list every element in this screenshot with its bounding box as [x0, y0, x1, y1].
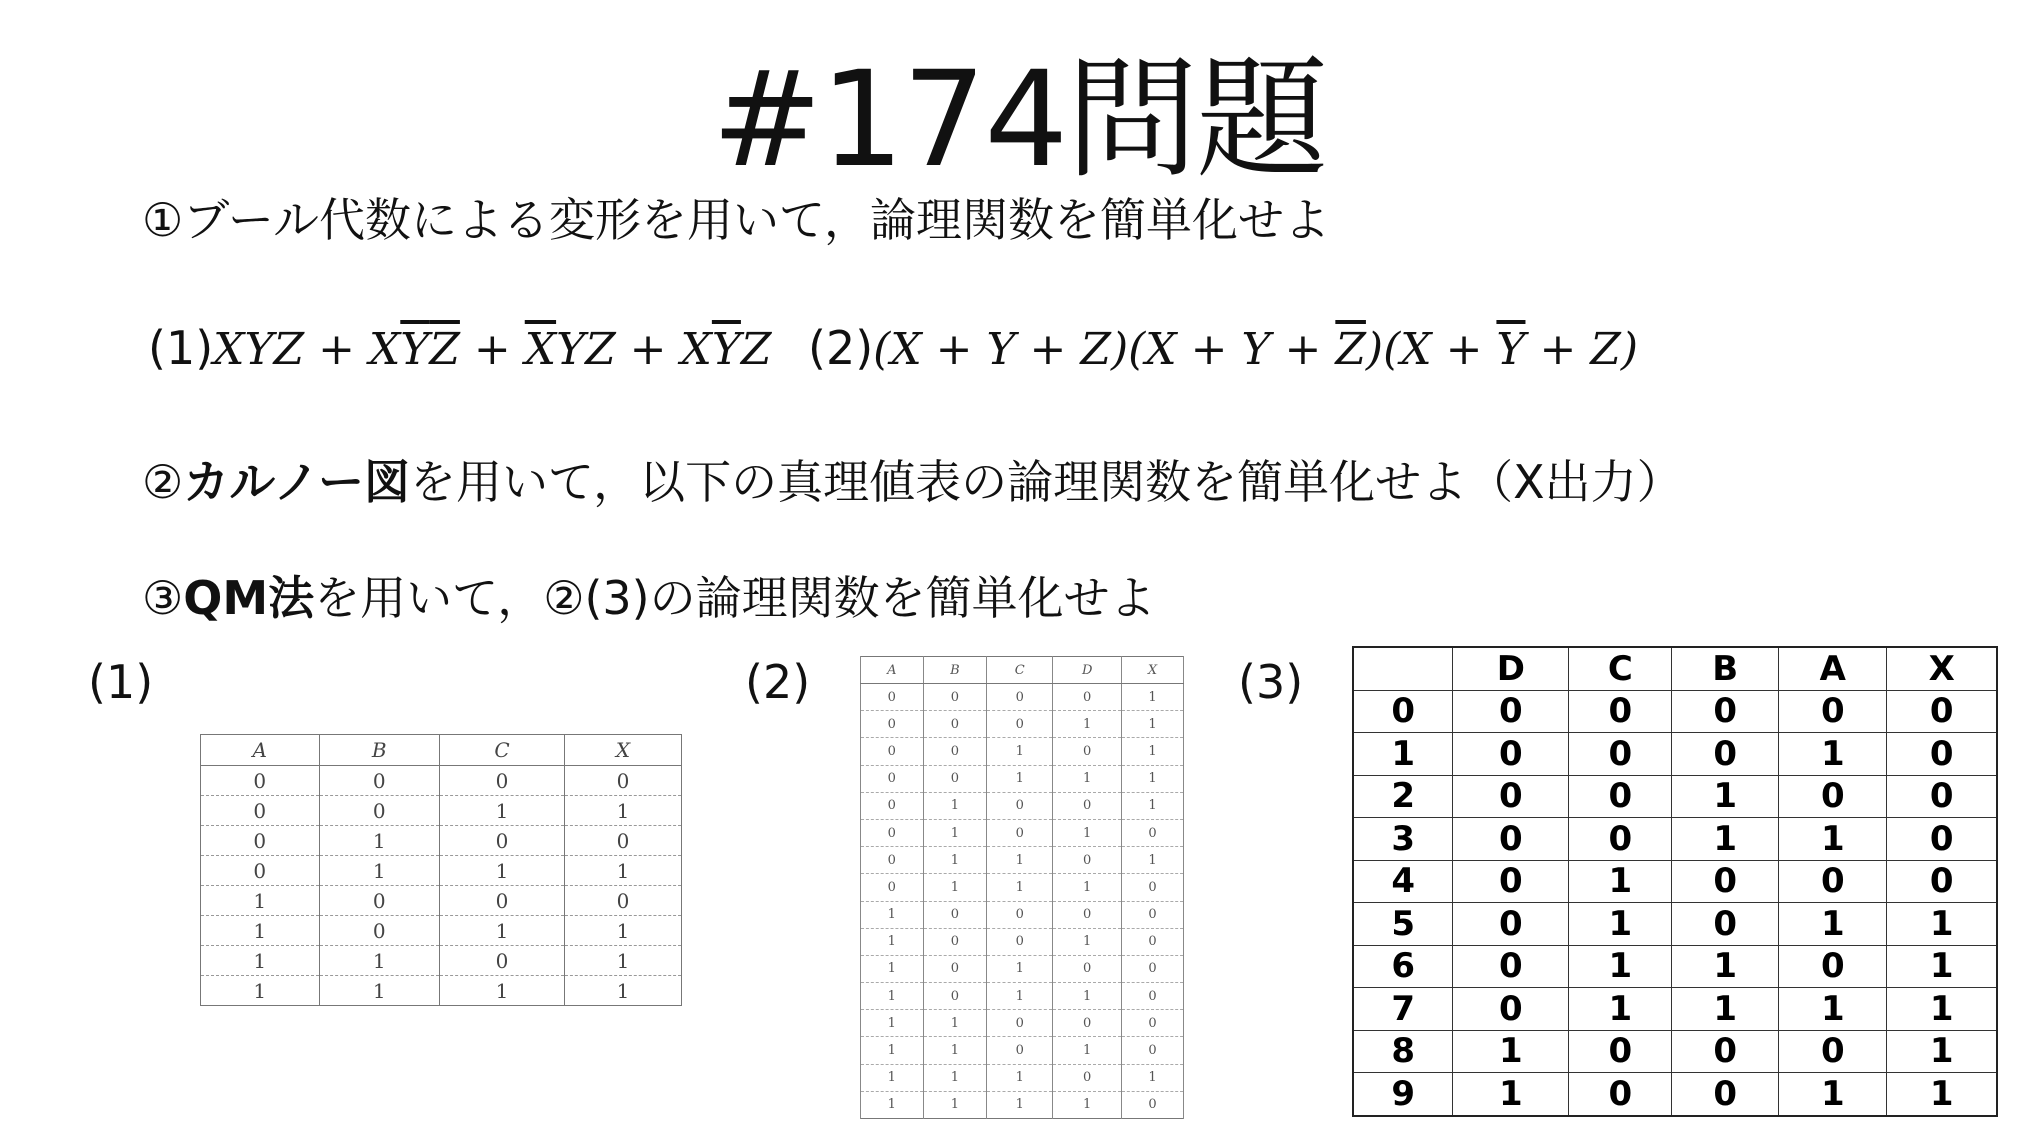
table-cell: 0	[923, 765, 987, 792]
table-cell: 1	[319, 946, 439, 976]
table-cell: 1	[1053, 928, 1122, 955]
table-cell: 0	[1569, 690, 1672, 733]
table-cell: 1	[1122, 711, 1184, 738]
table-cell: 1	[1672, 775, 1779, 818]
table-cell: 0	[1053, 955, 1122, 982]
table-cell: 0	[1672, 903, 1779, 946]
table-cell: 0	[565, 826, 682, 856]
table-row	[861, 765, 1184, 792]
table-row	[1353, 903, 1997, 946]
table-cell: 0	[1569, 1073, 1672, 1116]
table-cell: 0	[861, 819, 924, 846]
table-cell: 0	[861, 711, 924, 738]
table-cell: 0	[1779, 775, 1887, 818]
table-cell: 1	[1672, 945, 1779, 988]
table-row	[861, 901, 1184, 928]
table-header-cell	[1353, 647, 1453, 690]
table-cell: 0	[319, 766, 439, 796]
table-cell: 1	[1053, 874, 1122, 901]
table-cell: 0	[1887, 775, 1997, 818]
table-cell: 1	[1453, 1073, 1569, 1116]
table-row	[201, 976, 682, 1006]
table-cell: 1	[1887, 988, 1997, 1031]
table-cell: 0	[1053, 792, 1122, 819]
table-cell: 1	[1887, 1073, 1997, 1116]
table-cell: 0	[1779, 1030, 1887, 1073]
table-cell: 0	[565, 886, 682, 916]
table-cell: 1	[201, 976, 320, 1006]
table-cell: 0	[987, 1010, 1053, 1037]
table-cell: 0	[861, 738, 924, 765]
table-row	[861, 847, 1184, 874]
table-cell: 1	[1053, 711, 1122, 738]
table-cell: 0	[923, 684, 987, 711]
table-header-cell: X	[1887, 647, 1997, 690]
table-cell: 1	[987, 738, 1053, 765]
table-cell: 0	[1122, 874, 1184, 901]
table-cell: 0	[1053, 1010, 1122, 1037]
table-cell: 1	[861, 901, 924, 928]
table-cell: 0	[201, 856, 320, 886]
table-cell: 1	[923, 874, 987, 901]
table-cell: 2	[1353, 775, 1453, 818]
table-cell: 1	[1779, 818, 1887, 861]
table-cell: 0	[1053, 847, 1122, 874]
table-cell: 1	[1672, 988, 1779, 1031]
table-row	[1353, 733, 1997, 776]
table-cell: 1	[1779, 988, 1887, 1031]
table-cell: 0	[1779, 860, 1887, 903]
question-3-bold: QM法	[183, 571, 315, 625]
table-cell: 0	[1453, 775, 1569, 818]
table-row	[861, 711, 1184, 738]
table-cell: 1	[1122, 792, 1184, 819]
table-cell: 1	[1887, 945, 1997, 988]
table-row	[201, 886, 682, 916]
table-cell: 1	[1353, 733, 1453, 776]
question-3	[142, 568, 1156, 628]
table-header-row	[201, 735, 682, 766]
table-cell: 1	[987, 847, 1053, 874]
table-header-cell: D	[1053, 657, 1122, 684]
table-cell: 0	[1122, 928, 1184, 955]
table-cell: 1	[319, 856, 439, 886]
table-cell: 0	[1122, 983, 1184, 1010]
table-cell: 1	[1569, 988, 1672, 1031]
table-cell: 1	[201, 916, 320, 946]
table-cell: 0	[987, 928, 1053, 955]
table-cell: 0	[987, 1037, 1053, 1064]
question-2-bold: カルノー図	[183, 455, 411, 509]
table-cell: 9	[1353, 1073, 1453, 1116]
table-row	[201, 796, 682, 826]
table-cell: 0	[861, 684, 924, 711]
question-1: ①ブール代数による変形を用いて，論理関数を簡単化せよ	[142, 193, 1331, 247]
table-cell: 0	[923, 983, 987, 1010]
table-row	[201, 916, 682, 946]
table-row	[1353, 1030, 1997, 1073]
table-cell: 0	[861, 874, 924, 901]
table-cell: 0	[439, 826, 564, 856]
table-row	[861, 1037, 1184, 1064]
table-cell: 1	[987, 955, 1053, 982]
table-cell: 0	[1053, 901, 1122, 928]
table-cell: 1	[439, 796, 564, 826]
table-cell: 0	[1672, 690, 1779, 733]
table-cell: 1	[1779, 903, 1887, 946]
table-cell: 1	[565, 916, 682, 946]
table-cell: 1	[923, 1037, 987, 1064]
page-title: #174問題	[711, 43, 1327, 197]
table-cell: 1	[1053, 765, 1122, 792]
table-row	[201, 946, 682, 976]
table-cell: 1	[923, 819, 987, 846]
table-cell: 1	[861, 955, 924, 982]
table-cell: 1	[1672, 818, 1779, 861]
table-cell: 1	[987, 765, 1053, 792]
table-row	[861, 792, 1184, 819]
table-cell: 1	[439, 976, 564, 1006]
table-cell: 1	[987, 1091, 1053, 1118]
table-row	[1353, 775, 1997, 818]
table-cell: 0	[1887, 818, 1997, 861]
table-row	[1353, 690, 1997, 733]
table-cell: 0	[1453, 818, 1569, 861]
table-cell: 0	[1053, 684, 1122, 711]
question-3-rest: を用いて，②(3)の論理関数を簡単化せよ	[314, 571, 1156, 625]
table-header-row	[1353, 647, 1997, 690]
table-row	[861, 819, 1184, 846]
truth-table-1	[200, 734, 682, 1006]
table-row	[201, 856, 682, 886]
table-row	[861, 738, 1184, 765]
table-cell: 0	[1453, 903, 1569, 946]
table-cell: 1	[987, 874, 1053, 901]
table-cell: 1	[565, 856, 682, 886]
table-cell: 1	[1569, 945, 1672, 988]
table-cell: 0	[1053, 1064, 1122, 1091]
table-cell: 1	[861, 1010, 924, 1037]
table-cell: 1	[923, 847, 987, 874]
table-cell: 1	[1453, 1030, 1569, 1073]
table-cell: 0	[319, 796, 439, 826]
table-cell: 1	[439, 856, 564, 886]
table-cell: 0	[923, 711, 987, 738]
table-cell: 1	[439, 916, 564, 946]
table-row	[1353, 818, 1997, 861]
table-row	[861, 874, 1184, 901]
table-cell: 0	[1779, 945, 1887, 988]
table-cell: 1	[565, 796, 682, 826]
table-cell: 0	[1122, 901, 1184, 928]
table-cell: 0	[987, 819, 1053, 846]
table-cell: 0	[923, 738, 987, 765]
table-header-cell: B	[1672, 647, 1779, 690]
truth-table-3	[1352, 646, 1998, 1117]
table-cell: 0	[1672, 1073, 1779, 1116]
table-cell: 1	[923, 1010, 987, 1037]
table-cell: 0	[1453, 988, 1569, 1031]
table-cell: 1	[861, 1064, 924, 1091]
table-cell: 1	[987, 1064, 1053, 1091]
table-cell: 1	[565, 976, 682, 1006]
table-cell: 1	[201, 886, 320, 916]
table-cell: 1	[923, 792, 987, 819]
table-cell: 0	[1672, 1030, 1779, 1073]
table-cell: 0	[439, 946, 564, 976]
table-cell: 1	[1053, 819, 1122, 846]
table-cell: 1	[319, 826, 439, 856]
formula-2-expression: $(X + Y + Z)(X + Y + \overline{Z})(X + \overline{Y} + Z)$	[873, 324, 1639, 375]
table-row	[1353, 988, 1997, 1031]
formula-1	[148, 318, 772, 380]
table-cell: 1	[1053, 1091, 1122, 1118]
table-row	[1353, 860, 1997, 903]
table-cell: 1	[319, 976, 439, 1006]
table-cell: 8	[1353, 1030, 1453, 1073]
table-cell: 0	[201, 796, 320, 826]
table-row	[1353, 1073, 1997, 1116]
question-2-prefix: ②	[142, 455, 184, 509]
table-cell: 1	[861, 1091, 924, 1118]
table-cell: 1	[1122, 847, 1184, 874]
table-cell: 0	[987, 684, 1053, 711]
table-header-cell: C	[987, 657, 1053, 684]
table-cell: 0	[1122, 1037, 1184, 1064]
table-cell: 0	[439, 886, 564, 916]
question-2	[142, 452, 1683, 512]
table-header-cell: A	[861, 657, 924, 684]
table-row	[861, 983, 1184, 1010]
table-header-cell: X	[565, 735, 682, 766]
table-cell: 0	[1887, 690, 1997, 733]
table-row	[861, 1091, 1184, 1118]
table-row	[861, 1010, 1184, 1037]
table-cell: 1	[923, 1091, 987, 1118]
table-cell: 0	[1672, 860, 1779, 903]
table-cell: 0	[923, 901, 987, 928]
table-row	[861, 928, 1184, 955]
table-cell: 1	[565, 946, 682, 976]
table-cell: 1	[201, 946, 320, 976]
table-cell: 0	[1122, 1091, 1184, 1118]
table-cell: 0	[1887, 860, 1997, 903]
table-cell: 0	[1122, 955, 1184, 982]
table-cell: 1	[861, 928, 924, 955]
table-cell: 0	[1453, 690, 1569, 733]
table-header-cell: X	[1122, 657, 1184, 684]
table-cell: 3	[1353, 818, 1453, 861]
table-cell: 1	[1569, 860, 1672, 903]
table-cell: 1	[1122, 1064, 1184, 1091]
table-cell: 0	[1453, 945, 1569, 988]
table-cell: 1	[861, 983, 924, 1010]
table-cell: 0	[1569, 775, 1672, 818]
table-row	[861, 684, 1184, 711]
table-row	[201, 766, 682, 796]
table-cell: 1	[1887, 1030, 1997, 1073]
table-header-cell: A	[1779, 647, 1887, 690]
table-header-cell: B	[923, 657, 987, 684]
table-cell: 0	[861, 765, 924, 792]
table-cell: 0	[923, 928, 987, 955]
table-cell: 1	[861, 1037, 924, 1064]
table-cell: 1	[1122, 765, 1184, 792]
table-header-cell: A	[201, 735, 320, 766]
table-cell: 1	[1122, 684, 1184, 711]
table-cell: 0	[861, 847, 924, 874]
table-cell: 0	[923, 955, 987, 982]
table-cell: 0	[1122, 1010, 1184, 1037]
table-header-row	[861, 657, 1184, 684]
table-2-label: (2)	[745, 655, 811, 709]
table-cell: 1	[1887, 903, 1997, 946]
table-cell: 0	[1053, 738, 1122, 765]
table-cell: 1	[1569, 903, 1672, 946]
table-cell: 1	[987, 983, 1053, 1010]
table-cell: 0	[201, 766, 320, 796]
table-cell: 0	[1887, 733, 1997, 776]
table-cell: 0	[1353, 690, 1453, 733]
table-cell: 0	[319, 886, 439, 916]
table-cell: 5	[1353, 903, 1453, 946]
table-row	[1353, 945, 1997, 988]
table-header-cell: C	[1569, 647, 1672, 690]
table-row	[201, 826, 682, 856]
table-1-label: (1)	[88, 655, 154, 709]
table-cell: 0	[201, 826, 320, 856]
table-cell: 4	[1353, 860, 1453, 903]
table-cell: 0	[1569, 1030, 1672, 1073]
table-cell: 0	[1453, 733, 1569, 776]
question-3-prefix: ③	[142, 571, 184, 625]
table-cell: 0	[439, 766, 564, 796]
formula-1-label: (1)	[148, 321, 214, 375]
table-cell: 0	[987, 901, 1053, 928]
table-3-label: (3)	[1238, 655, 1304, 709]
formula-2	[808, 318, 1638, 380]
table-cell: 1	[1053, 1037, 1122, 1064]
table-cell: 7	[1353, 988, 1453, 1031]
table-cell: 1	[1779, 733, 1887, 776]
table-row	[861, 955, 1184, 982]
table-cell: 0	[565, 766, 682, 796]
table-cell: 0	[319, 916, 439, 946]
table-cell: 0	[1779, 690, 1887, 733]
table-cell: 0	[1122, 819, 1184, 846]
truth-table-2	[860, 656, 1184, 1119]
table-header-cell: B	[319, 735, 439, 766]
table-cell: 0	[861, 792, 924, 819]
table-cell: 0	[1672, 733, 1779, 776]
table-row	[861, 1064, 1184, 1091]
table-cell: 0	[1569, 733, 1672, 776]
formula-1-expression: XYZ + $X\overline{Y}\overline{Z} + \overline{X}YZ + X\overline{Y}Z$	[213, 324, 772, 375]
table-cell: 1	[923, 1064, 987, 1091]
table-cell: 0	[987, 711, 1053, 738]
table-cell: 1	[1779, 1073, 1887, 1116]
table-cell: 0	[1453, 860, 1569, 903]
table-header-cell: D	[1453, 647, 1569, 690]
table-cell: 0	[1569, 818, 1672, 861]
table-cell: 0	[987, 792, 1053, 819]
formula-2-label: (2)	[808, 321, 874, 375]
table-header-cell: C	[439, 735, 564, 766]
table-cell: 6	[1353, 945, 1453, 988]
table-cell: 1	[1122, 738, 1184, 765]
question-2-rest: を用いて，以下の真理値表の論理関数を簡単化せよ（X出力）	[410, 455, 1683, 509]
table-cell: 1	[1053, 983, 1122, 1010]
